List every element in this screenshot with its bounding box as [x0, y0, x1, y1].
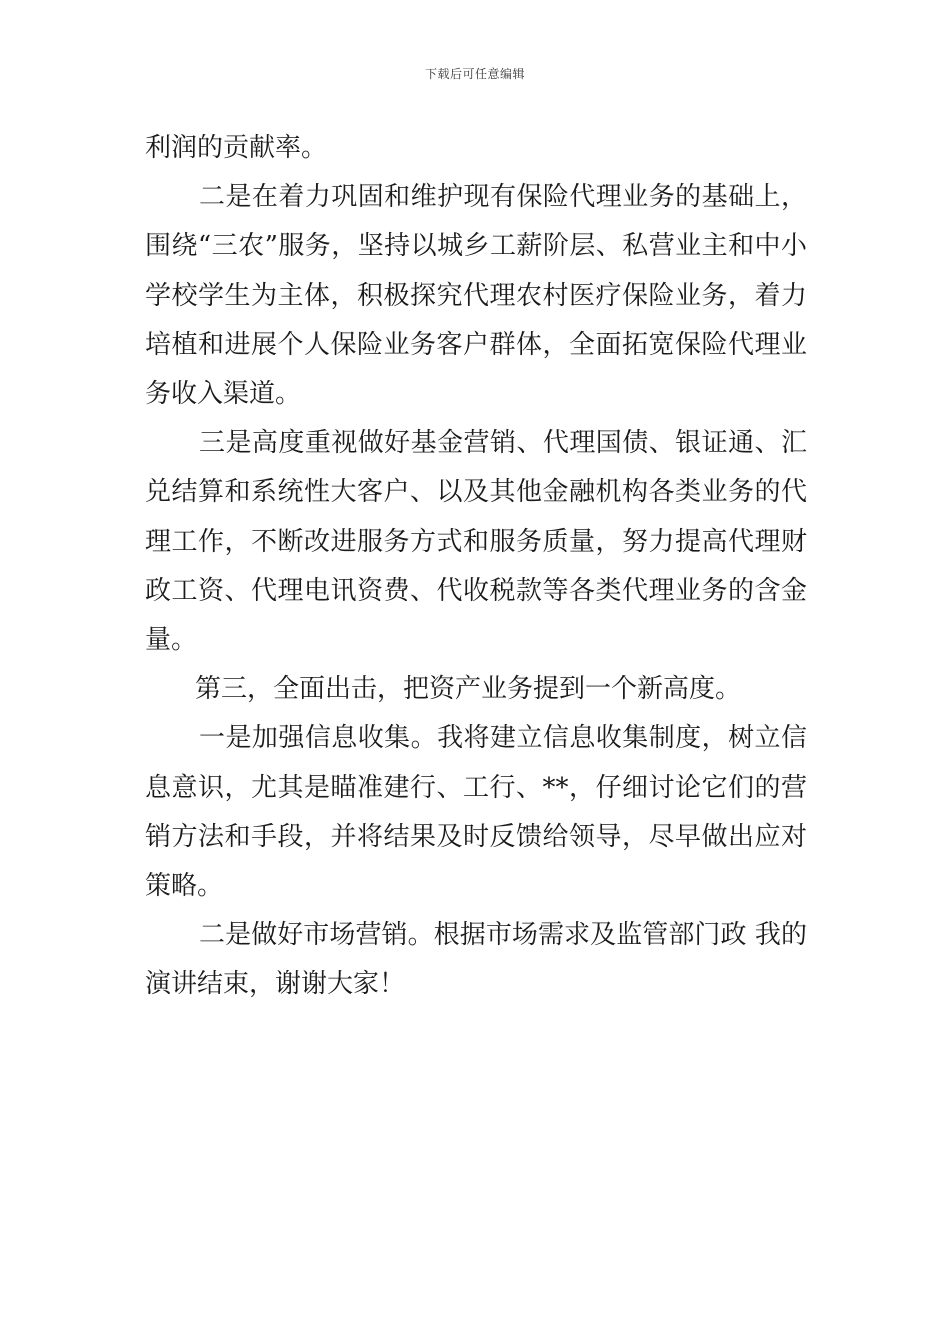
document-body — [145, 124, 807, 1010]
paragraph-information-collection: 一是加强信息收集。我将建立信息收集制度，树立信息意识，尤其是瞄准建行、工行、**，仔细讨论它们的营销方法和手段，并将结果及时反馈给领导，尽早做出应对策略。 — [145, 723, 807, 902]
section-heading-asset-business: 第三，全面出击，把资产业务提到一个新高度。 — [195, 674, 742, 705]
page-header: 下载后可任意编辑 — [424, 67, 525, 81]
paragraph-fund-marketing: 三是高度重视做好基金营销、代理国债、银证通、汇兑结算和系统性大客户、以及其他金融机构各类业务的代理工作，不断改进服务方式和服务质量，努力提高代理财政工资、代理电讯资费、代收税款等各类代理业务的含金量。 — [145, 428, 807, 656]
paragraph-continuation: 利润的贡献率。 — [145, 133, 328, 163]
paragraph-insurance-agency: 二是在着力巩固和维护现有保险代理业务的基础上，围绕“三农”服务，坚持以城乡工薪阶层、私营业主和中小学校学生为主体，积极探究代理农村医疗保险业务，着力培植和进展个人保险业务客户群体，全面拓宽保险代理业务收入渠道。 — [145, 182, 807, 410]
paragraph-market-marketing: 二是做好市场营销。根据市场需求及监管部门政 我的演讲结束，谢谢大家！ — [145, 920, 807, 1000]
